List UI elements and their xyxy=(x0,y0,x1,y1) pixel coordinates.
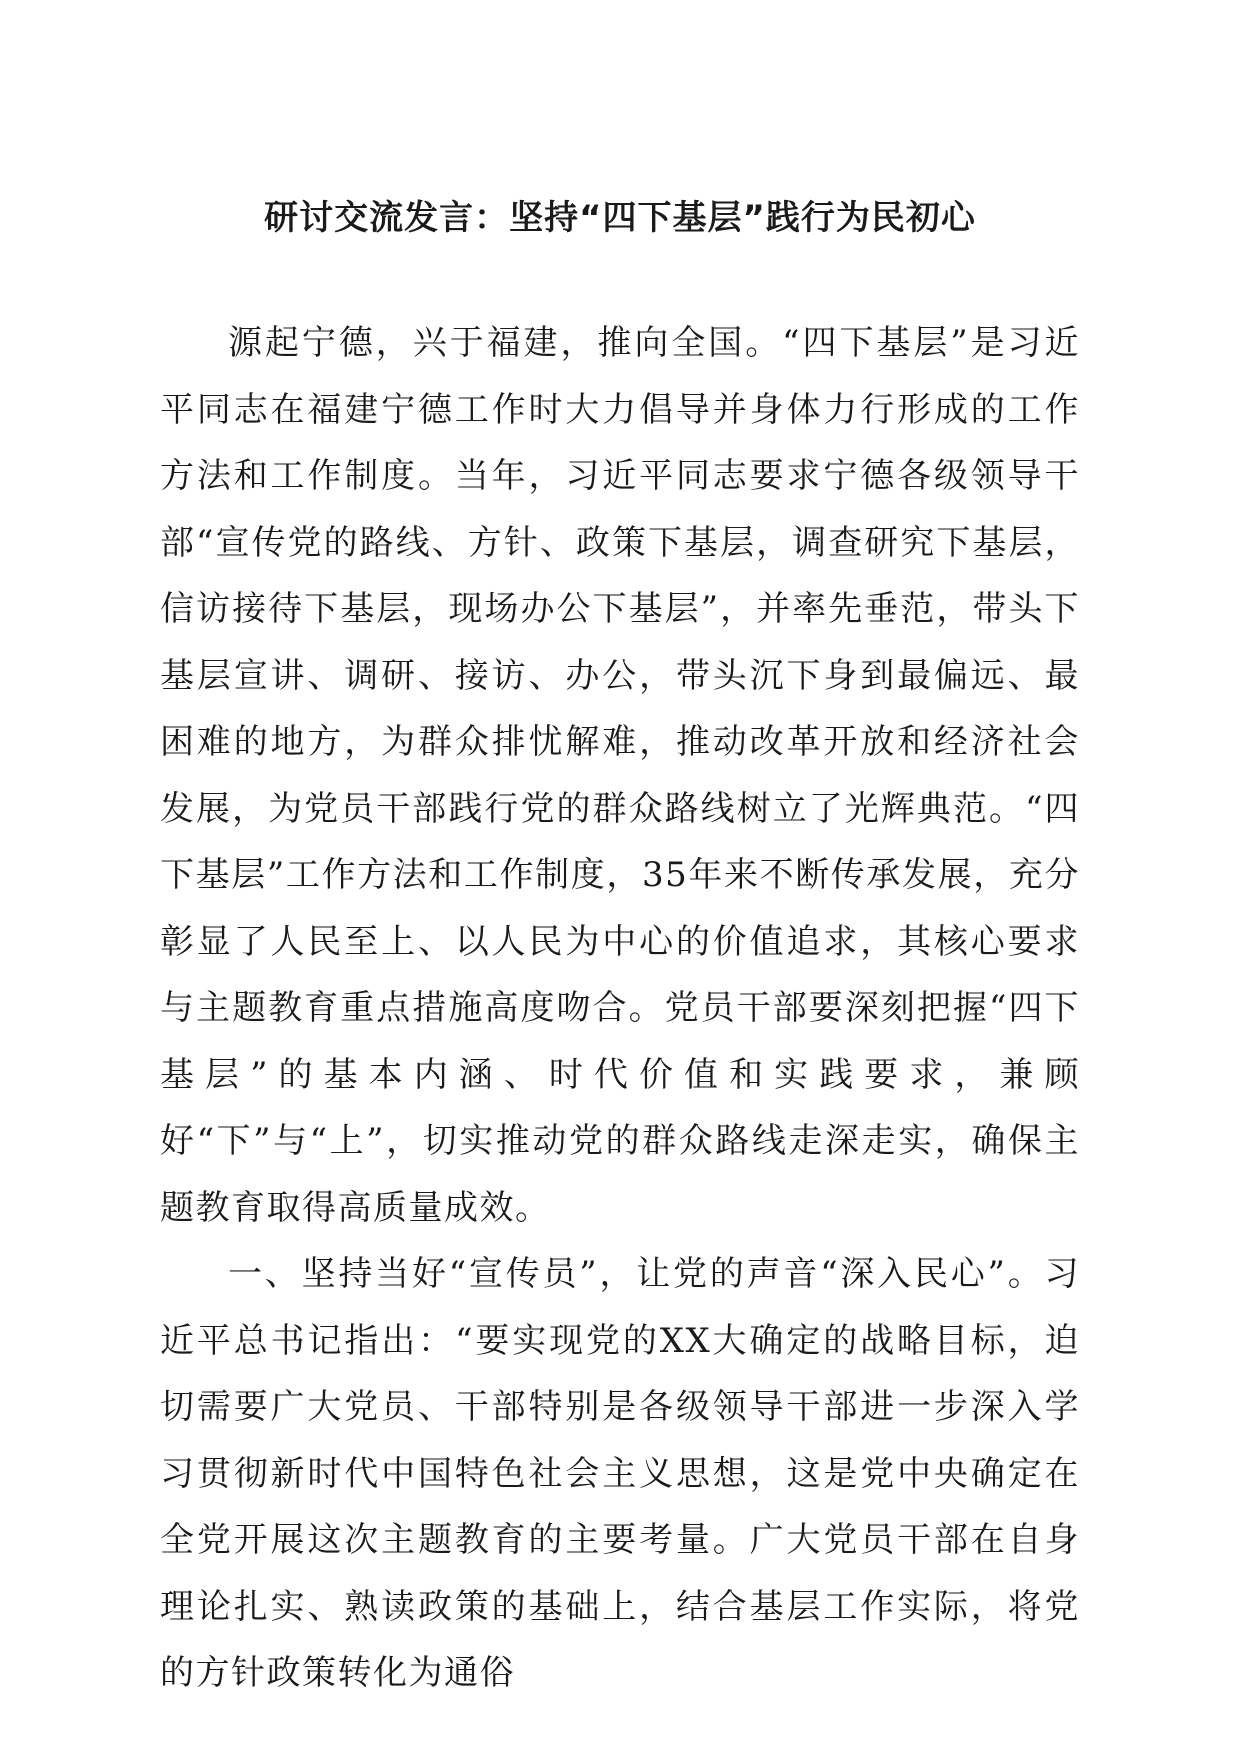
document-title: 研讨交流发言：坚持“四下基层”践行为民初心 xyxy=(264,198,976,238)
document-body xyxy=(160,310,1080,1707)
paragraph-intro: 源起宁德，兴于福建，推向全国。“四下基层”是习近平同志在福建宁德工作时大力倡导并身体力行形成的工作方法和工作制度。当年，习近平同志要求宁德各级领导干部“宣传党的路线、方针、政策下基层，调查研究下基层，信访接待下基层，现场办公下基层”，并率先垂范，带头下基层宣讲、调研、接访、办公，带头沉下身到最偏远、最困难的地方，为群众排忧解难，推动改革开放和经济社会发展，为党员干部践行党的群众路线树立了光辉典范。“四下基层”工作方法和工作制度，35年来不断传承发展，充分彰显了人民至上、以人民为中心的价值追求，其核心要求与主题教育重点措施高度吻合。党员干部要深刻把握“四下基层”的基本内涵、时代价值和实践要求，兼顾好“下”与“上”，切实推动党的群众路线走深走实，确保主题教育取得高质量成效。 xyxy=(160,323,1080,1228)
paragraph-section-one: 一、坚持当好“宣传员”，让党的声音“深入民心”。习近平总书记指出：“要实现党的XX大确定的战略目标，迫切需要广大党员、干部特别是各级领导干部进一步深入学习贯彻新时代中国特色社会主义思想，这是党中央确定在全党开展这次主题教育的主要考量。广大党员干部在自身理论扎实、熟读政策的基础上，结合基层工作实际，将党的方针政策转化为通俗 xyxy=(160,1254,1080,1693)
